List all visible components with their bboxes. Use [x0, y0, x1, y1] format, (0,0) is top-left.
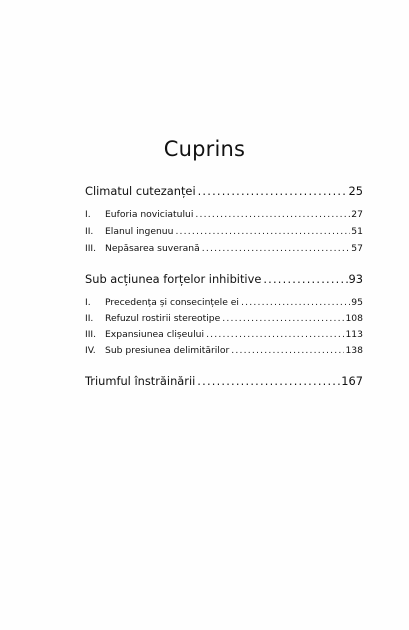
chapter-number: IV. — [85, 345, 96, 356]
dot-leader — [202, 243, 351, 254]
dot-leader — [175, 226, 350, 237]
toc-section-title: Triumful înstrăinării — [85, 374, 196, 388]
chapter-number: II. — [85, 226, 94, 237]
toc-chapter — [85, 243, 363, 257]
toc-page-number: 138 — [345, 345, 363, 356]
dot-leader — [231, 345, 344, 356]
chapter-title: Euforia noviciatului — [105, 209, 194, 220]
chapter-title: Refuzul rostirii stereotipe — [105, 313, 221, 324]
page-title: Cuprins — [163, 137, 246, 161]
dot-leader — [195, 209, 350, 220]
chapter-number: I. — [85, 209, 91, 220]
toc-page-number: 25 — [348, 184, 363, 198]
toc-page-number: 108 — [345, 313, 363, 324]
toc-chapter — [85, 313, 363, 327]
dot-leader — [197, 374, 340, 388]
chapter-number: I. — [85, 297, 91, 308]
chapter-number: III. — [85, 329, 97, 340]
toc-chapter — [85, 297, 363, 311]
toc-chapter — [85, 209, 363, 223]
toc-section — [85, 374, 363, 390]
toc-chapter — [85, 226, 363, 240]
toc-section — [85, 272, 363, 288]
toc-page-number: 95 — [351, 297, 363, 308]
toc-page-number: 113 — [345, 329, 363, 340]
dot-leader — [222, 313, 344, 324]
chapter-title: Expansiunea clișeului — [105, 329, 205, 340]
toc-page-number: 93 — [348, 272, 363, 286]
toc-page-number: 167 — [341, 374, 363, 388]
toc-chapter — [85, 329, 363, 343]
toc-section-title: Sub acțiunea forțelor inhibitive — [85, 272, 262, 286]
chapter-number: III. — [85, 243, 97, 254]
chapter-title: Elanul ingenuu — [105, 226, 174, 237]
toc-page-number: 51 — [351, 226, 363, 237]
chapter-title: Precedența și consecințele ei — [105, 297, 239, 308]
toc-chapter — [85, 345, 363, 359]
dot-leader — [198, 184, 348, 198]
toc-page-number: 27 — [351, 209, 363, 220]
chapter-title: Nepăsarea suverană — [105, 243, 200, 254]
toc-page-number: 57 — [351, 243, 363, 254]
toc-section-title: Climatul cutezanței — [85, 184, 196, 198]
dot-leader — [206, 329, 344, 340]
chapter-number: II. — [85, 313, 94, 324]
dot-leader — [241, 297, 350, 308]
toc-section — [85, 184, 363, 200]
chapter-title: Sub presiunea delimitărilor — [105, 345, 230, 356]
dot-leader — [263, 272, 347, 286]
